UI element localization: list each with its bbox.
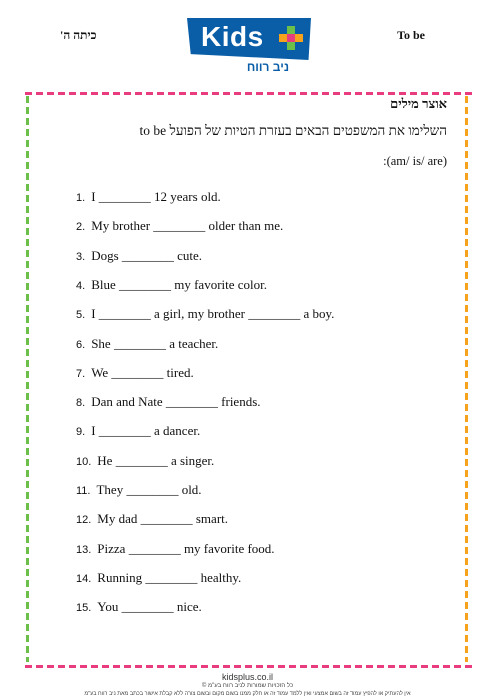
question-item: [76, 423, 200, 439]
question-number: 8.: [76, 397, 86, 410]
question-text: Blue ________ my favorite color.: [91, 276, 268, 292]
topic-label: To be: [397, 28, 425, 42]
question-text: I ________ a dancer.: [91, 423, 201, 439]
verb-options: :(am/ is/ are): [383, 154, 447, 168]
question-number: 5.: [76, 309, 86, 322]
question-text: She ________ a teacher.: [91, 335, 219, 351]
question-item: [76, 541, 275, 557]
logo-text: Kids: [201, 21, 264, 52]
border-bottom: [25, 665, 474, 668]
question-item: [76, 570, 241, 586]
question-number: 6.: [76, 338, 86, 351]
question-item: [76, 453, 214, 469]
question-number: 15.: [76, 602, 92, 615]
question-item: [76, 365, 194, 381]
question-text: Dogs ________ cute.: [91, 247, 203, 263]
question-item: [76, 511, 228, 527]
question-item: [76, 336, 218, 352]
question-number: 9.: [76, 426, 86, 439]
question-text: My dad ________ smart.: [97, 511, 229, 527]
question-number: 3.: [76, 250, 86, 263]
question-number: 7.: [76, 367, 86, 380]
grade-label: כיתה ה': [60, 28, 97, 42]
question-number: 13.: [76, 543, 92, 556]
vocab-title: אוצר מילים: [390, 96, 447, 111]
question-text: They ________ old.: [96, 482, 202, 497]
question-number: 4.: [76, 279, 86, 292]
logo-subtitle: ניב רווח: [246, 60, 289, 74]
instruction: השלימו את המשפטים הבאים בעזרת הטיות של הפועל to be: [139, 123, 447, 138]
question-item: [76, 306, 334, 322]
question-text: Running ________ healthy.: [97, 569, 242, 585]
border-right: [465, 96, 468, 662]
question-item: [76, 277, 267, 293]
question-item: [76, 218, 283, 234]
question-text: We ________ tired.: [91, 364, 194, 380]
question-text: I ________ 12 years old.: [91, 189, 221, 204]
question-text: He ________ a singer.: [97, 452, 215, 468]
question-item: [76, 599, 202, 615]
plus-icon: [279, 26, 303, 50]
question-number: 14.: [76, 572, 92, 585]
question-number: 12.: [76, 514, 92, 527]
question-number: 10.: [76, 455, 92, 468]
footer-note: אין להעתיק או להפיץ עמוד זה בשום אמצעי ואין ללמד עמוד זה או חלק ממנו בשום מקום ובשום צורה ללא קבלת אישור בכתב מאת ניב רווח בע"מ: [84, 691, 411, 697]
footer-copyright: כל הזכויות שמורות לניב רווח בע"מ ©: [201, 683, 294, 689]
question-text: You ________ nice.: [97, 599, 202, 615]
question-number: 1.: [76, 192, 86, 204]
kids-plus-logo: [187, 18, 311, 78]
question-text: Dan and Nate ________ friends.: [91, 394, 261, 410]
question-text: Pizza ________ my favorite food.: [97, 540, 275, 556]
question-number: 2.: [76, 221, 86, 234]
question-item: [76, 394, 261, 410]
question-text: I ________ a girl, my brother ________ a boy.: [91, 306, 335, 322]
question-item: [76, 189, 221, 205]
question-item: [76, 482, 202, 498]
question-number: 11.: [76, 485, 91, 497]
footer-site: kidsplus.co.il: [221, 672, 274, 682]
question-text: My brother ________ older than me.: [91, 218, 284, 234]
border-top: [25, 92, 474, 95]
question-item: [76, 248, 202, 264]
border-left: [26, 96, 29, 662]
